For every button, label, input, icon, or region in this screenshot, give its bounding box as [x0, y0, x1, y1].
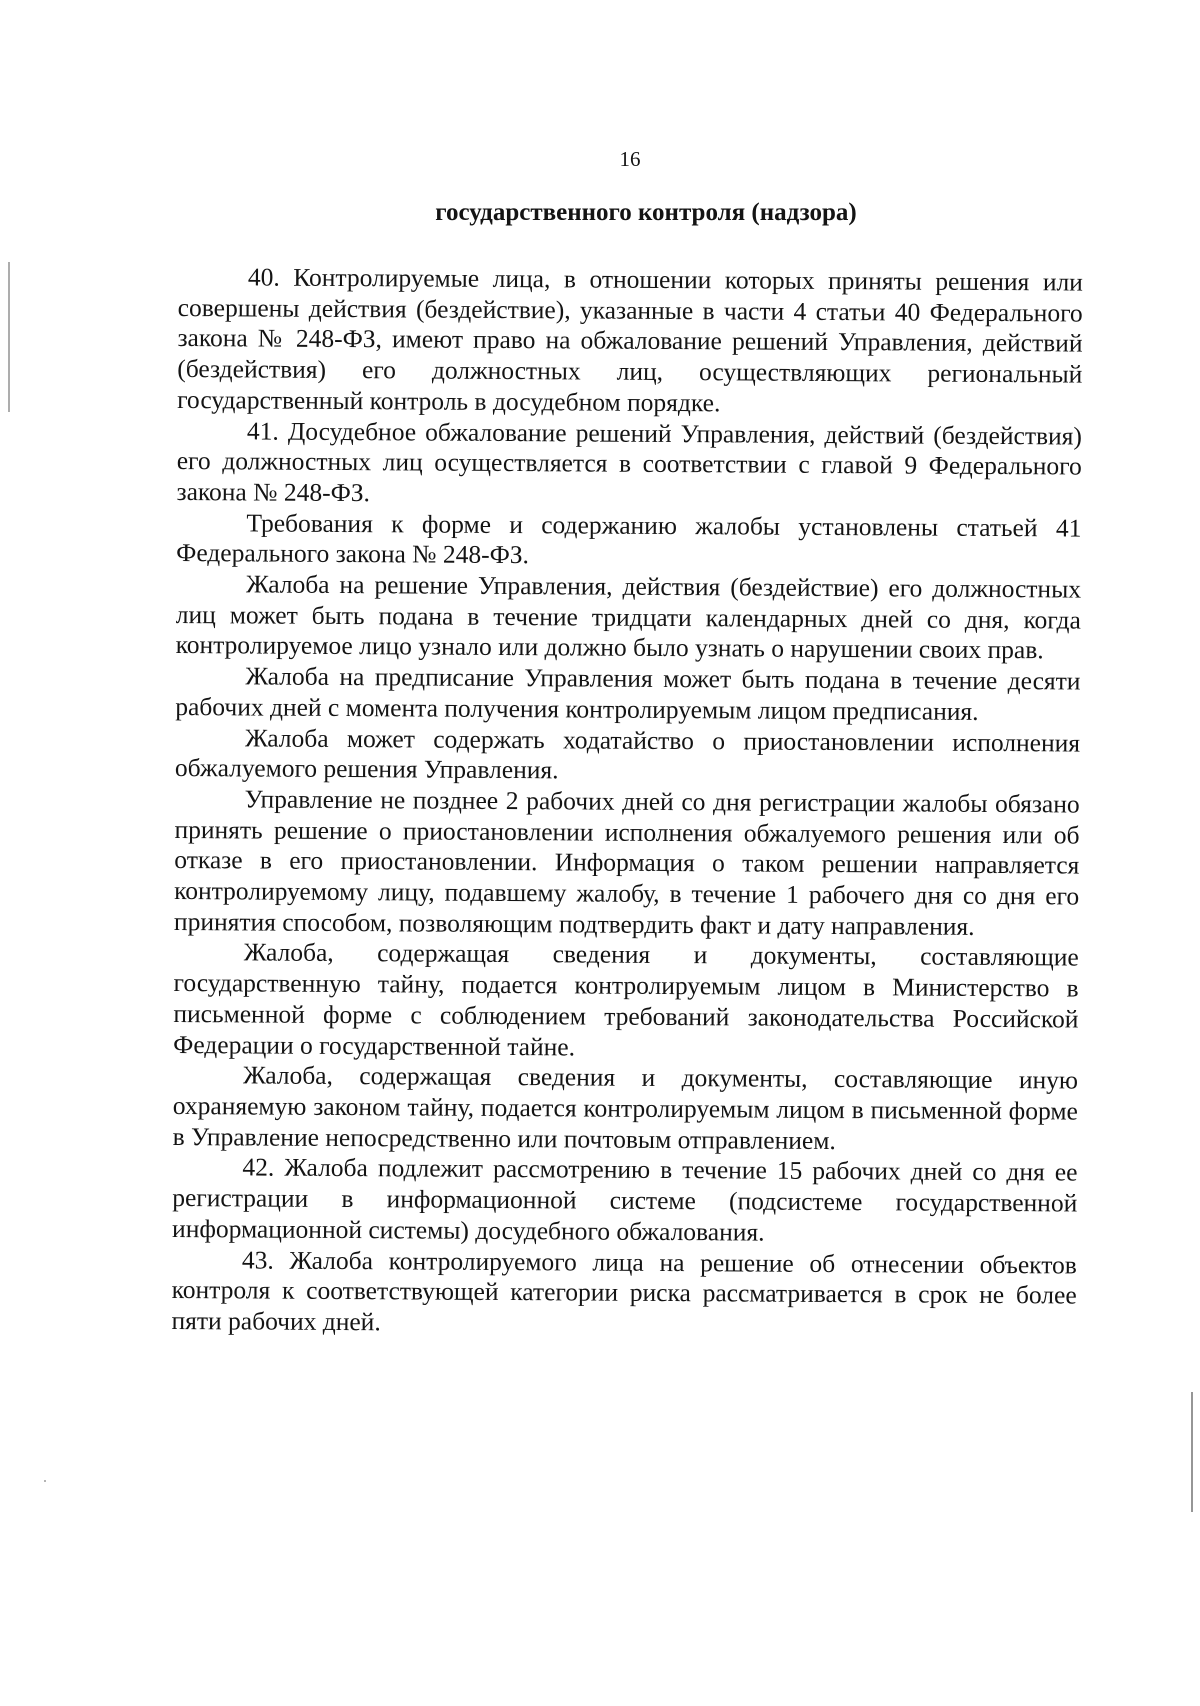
paragraph-41: 41. Досудебное обжалование решений Управления, действий (бездействия) его должностных лиц осуществляется в соответствии с главой 9 Федерального закона № 248-ФЗ. [176, 415, 1083, 508]
scan-artifact-left [8, 262, 10, 412]
scan-artifact-right [1191, 1392, 1193, 1512]
paragraph-complaint-requirements: Требования к форме и содержанию жалобы установлены статьей 41 Федерального закона № 248-ФЗ. [176, 508, 1082, 570]
paragraph-43: 43. Жалоба контролируемого лица на решение об отнесении объектов контроля к соответствующей категории риска рассматривается в срок не более пяти рабочих дней. [171, 1244, 1077, 1337]
paragraph-40: 40. Контролируемые лица, в отношении которых приняты решения или совершены действия (бездействие), указанные в части 4 статьи 40 Федерального закона № 248-ФЗ, имеют право на обжалование решений Управления, действий (бездействия) его должностных лиц, осуществляющих региональный государственный контроль в досудебном порядке. [177, 262, 1083, 418]
paragraph-other-secret: Жалоба, содержащая сведения и документы, составляющие иную охраняемую законом тайну, подается контролируемым лицом в письменной форме в Управление непосредственно или почтовым отправлением. [172, 1060, 1079, 1155]
page-number: 16 [619, 147, 641, 171]
paragraph-suspension-decision: Управление не позднее 2 рабочих дней со дня регистрации жалобы обязано принять решение о приостановлении исполнения обжалуемого решения или об отказе в его приостановлении. Информация о таком решении направляется контролируемому лицу, подавшему жалобу, в течение 1 рабочего дня со дня его принятия способом, позволяющим подтвердить факт и дату направления. [173, 784, 1080, 941]
scan-artifact-dot [44, 1480, 46, 1482]
paragraph-complaint-deadline: Жалоба на решение Управления, действия (бездействие) его должностных лиц может быть подана в течение тридцати календарных дней со дня, когда контролируемое лицо узнало или должно было узнать о нарушении своих прав. [175, 569, 1082, 665]
document-body [171, 262, 1083, 1342]
paragraph-prescription-complaint: Жалоба на предписание Управления может быть подана в течение десяти рабочих дней с момента получения контролируемым лицом предписания. [175, 661, 1081, 726]
paragraph-suspension-motion: Жалоба может содержать ходатайство о приостановлении исполнения обжалуемого решения Управления. [174, 722, 1081, 785]
paragraph-state-secret: Жалоба, содержащая сведения и документы, составляющие государственную тайну, подается контролируемым лицом в Министерство в письменной форме с соблюдением требований законодательства Российской Федерации о государственной тайне. [173, 937, 1079, 1062]
section-heading: государственного контроля (надзора) [435, 199, 857, 226]
paragraph-42: 42. Жалоба подлежит рассмотрению в течение 15 рабочих дней со дня ее регистрации в информационной системе (подсистеме государственной информационной системы) досудебного обжалования. [172, 1152, 1078, 1247]
